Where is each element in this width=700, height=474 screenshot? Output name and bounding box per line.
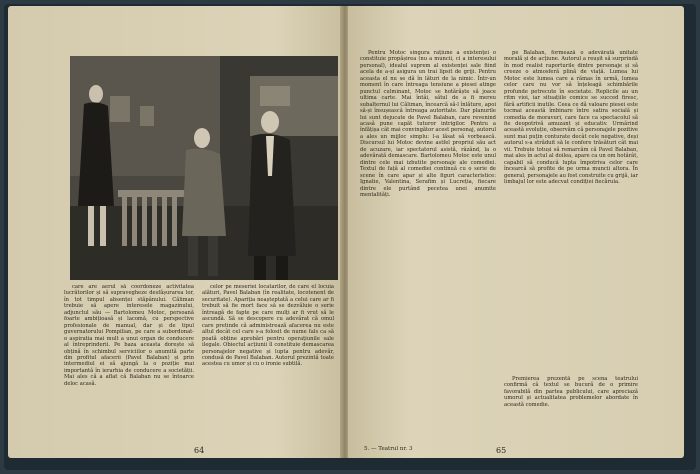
scene-photo-image — [70, 56, 338, 280]
left-page-number: 64 — [194, 446, 205, 455]
right-column-2-end — [504, 376, 638, 442]
right-column-1 — [360, 50, 496, 444]
right-column-2 — [504, 50, 638, 366]
left-column-2 — [202, 284, 334, 444]
right-page-number: 65 — [496, 446, 507, 455]
right-column-1-text: Pentru Motoc singura rațiune a existenței o constituie propășirea (nu a muncii, ci a interesului personal), idealul suprem al existenței sale fiind acela de a-și asigura un trai lipsit de griji. Pentru aceasta el nu se dă în lături de la nimic. Într-un moment în care întreaga tensiune a piesei atinge punctul culminant, Motoc se hotărăște să joace ultima carte. Mai întâi, sătul de a fi mereu subalternul lui Căliman, încearcă să-l înlăture, apoi să-și însușească întreaga autoritate. Dar planurile lui sunt dejucate de Pavel Balaban, care revenind acasă pune capăt tuturor intrigilor. Pentru a înfățișa cât mai convingător acest personaj, autorul a ales un mijloc simplu: l-a lăsat să vorbească. Discursul lui Motoc devine astfel propriul său act de acuzare, iar spectatorul asistă, râzând, la o adevărată demascare. Bartolomeu Motoc este unul dintre cele mai izbutite personaje ale comediei. Textul de față al comediei continuă cu o serie de scene în care apar și alte figuri caracteristice: Ignatie, Valentina, Serafim și Lucreția, fiecare dintre ele purtând pecetea unei anumite mentalități. — [360, 50, 496, 198]
scene-photo — [70, 56, 338, 280]
left-column-1-text: care are aerul să coordoneze activitatea lucrătorilor și să supravegheze desfășurarea lor, în tot timpul absenței stăpânului. Căliman trebuie să apere interesele magazinului, adjunctul său — Bartolomeu Motoc, persoană foarte ambițioasă și lacomă, cu perspective profesionale de manual, dar și de tipul guvernatorului Pompilian, pe care a subordonat-o aspiratia mai mult a unui organ de conducere al întreprinderii. Pe baza aceasta dorește să obțină în schimbul serviciilor o anumită parte din profitul afacerii (Pavel Balaban) și prin intermediul ei să ajungă la o poziție mai importantă în ierarhia de conducere a societății. Mai ales că a aflat că Balaban nu se întoarce deloc acasă. — [64, 284, 194, 387]
right-column-2-text: pe Balaban, formează o adevărată unitate morală și de acțiune. Autorul a reușit să surprindă în mod realist raporturile dintre personaje și să creeze o atmosferă plină de viață. Lumea lui Motoc este lumea care a rămas în urmă, lumea celor care nu vor să înțeleagă schimbările profunde petrecute în societate. Replicile au un ritm vioi, iar situațiile comice se succed firesc, fără artificii inutile. Ceea ce dă valoare piesei este tocmai această îmbinare între satira socială și comedia de moravuri, care face ca spectacolul să fie deopotrivă amuzant și educativ. Urmărind această evoluție, observăm că personajele pozitive sunt mai puțin conturate decât cele negative, deși autorul s-a străduit să le confere trăsături cât mai vii. Trebuie totuși să remarcăm că Pavel Balaban, mai ales în actul al doilea, apare ca un om hotărât, capabil să conducă lupta împotriva celor care încearcă să profite de pe urma muncii altora. În general, personajele au fost construite cu grijă, iar limbajul lor este adecvat condiției fiecăruia. — [504, 50, 638, 186]
right-page-footer: 5. — Teatrul nr. 3 — [364, 446, 413, 452]
left-page — [8, 6, 342, 458]
right-page — [348, 6, 684, 458]
left-column-1 — [64, 284, 194, 444]
right-column-2-end-text: Premierea prezentă pe scena teatrului confirmă că textul se bucură de o primire favorabilă din partea publicului, care apreciază umorul și actualitatea problemelor abordate în această comedie. — [504, 376, 638, 408]
left-column-2-text: celor pe meseriei locatarilor, de care el locuia alături, Pavel Balaban (în realitate, locotenent de securitate). Apariția neașteptată a celui care ar fi trebuit să fie mort face să se dezvăluie o serie întreagă de fapte pe care mulți ar fi vrut să le ascundă. Să se descopere cu adevărat că omul care pretinde că administrează afacerea nu este altul decât cel care s-a folosit de nume fals ca să poată obține aprobări pentru operațiunile sale ilegale. Obiectul acțiunii îl constituie demascarea personajelor negative și lupta pentru adevăr, condusă de Pavel Balaban. Autorul prezintă toate acestea cu umor și cu o ironie subtilă. — [202, 284, 334, 368]
